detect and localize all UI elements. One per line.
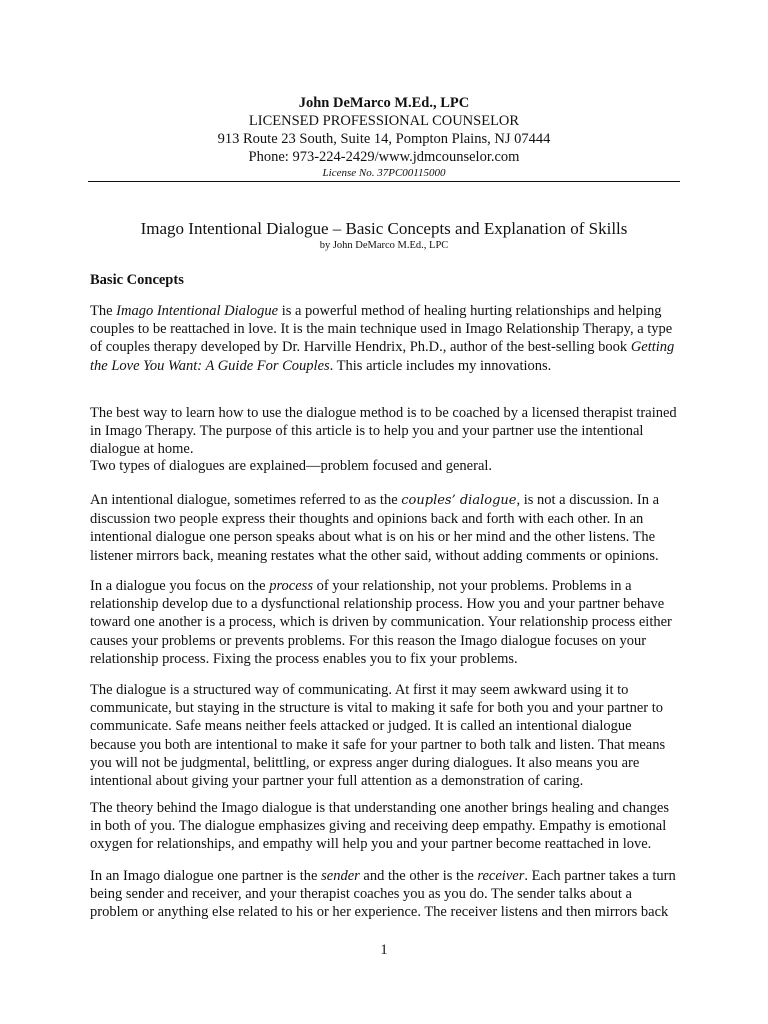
paragraph-3 xyxy=(90,457,680,475)
license-number: License No. 37PC00115000 xyxy=(322,167,446,179)
paragraph-4 xyxy=(90,491,680,565)
paragraph-line: being sender and receiver, and your therapist coaches you as you do. The sender talks about a xyxy=(90,886,632,903)
italic-term: receiver xyxy=(477,868,525,884)
paragraph-line: listener mirrors back, meaning restates what the other said, without adding comments or opinions. xyxy=(90,547,659,564)
paragraph-line: the Love You Want: A Guide For Couples. This article includes my innovations. xyxy=(90,357,552,374)
contact-info: Phone: 973-224-2429/www.jdmcounselor.com xyxy=(248,149,520,165)
paragraph-line: In a dialogue you focus on the process of your relationship, not your problems. Problems in a xyxy=(90,578,632,594)
paragraph-line: couples to be reattached in love. It is the main technique used in Imago Relationship Therapy, a type xyxy=(90,321,673,338)
article-title: Imago Intentional Dialogue – Basic Concepts and Explanation of Skills xyxy=(140,219,628,238)
paragraph-line: The dialogue is a structured way of communicating. At first it may seem awkward using it to xyxy=(90,682,629,698)
paragraph-line: toward one another is a process, which is driven by communication. Your relationship process either xyxy=(90,614,672,631)
book-title: the Love You Want: A Guide For Couples xyxy=(90,357,330,374)
paragraph-line: in Imago Therapy. The purpose of this article is to help you and your partner use the intentional xyxy=(90,423,644,440)
paragraph-line: causes your problems or prevents problems. For this reason the Imago dialogue focuses on your xyxy=(90,632,647,649)
paragraph-8 xyxy=(90,867,680,922)
paragraph-line: Two types of dialogues are explained—problem focused and general. xyxy=(90,458,493,474)
paragraph-line: The theory behind the Imago dialogue is that understanding one another brings healing and changes xyxy=(90,800,670,816)
office-address: 913 Route 23 South, Suite 14, Pompton Plains, NJ 07444 xyxy=(217,131,551,147)
book-title: Getting xyxy=(630,339,675,356)
header-divider xyxy=(88,181,680,182)
paragraph-line: The best way to learn how to use the dialogue method is to be coached by a licensed therapist trained xyxy=(90,405,677,421)
paragraph-line: discussion two people express their thoughts and opinions back and forth with each other. In an xyxy=(90,511,644,528)
paragraph-1 xyxy=(90,302,680,375)
paragraph-line: of couples therapy developed by Dr. Harville Hendrix, Ph.D., author of the best-selling book Getting xyxy=(90,339,675,356)
paragraph-7 xyxy=(90,799,680,854)
paragraph-line: in both of you. The dialogue emphasizes giving and receiving deep empathy. Empathy is emotional xyxy=(90,818,667,835)
paragraph-5 xyxy=(90,577,680,668)
paragraph-line: you will not be judgmental, belittling, or express anger during dialogues. It also means you are xyxy=(90,754,640,771)
page-number: 1 xyxy=(380,942,388,958)
paragraph-line: The Imago Intentional Dialogue is a powerful method of healing hurting relationships and helping xyxy=(90,303,662,319)
paragraph-line: intentional dialogue one person speaks about what is on his or her mind and the other listens. The xyxy=(90,529,656,546)
section-heading: Basic Concepts xyxy=(90,272,184,288)
italic-term: Imago Intentional Dialogue xyxy=(116,303,279,319)
paragraph-6 xyxy=(90,681,680,790)
italic-term: sender xyxy=(321,868,360,884)
counselor-name: John DeMarco M.Ed., LPC xyxy=(298,95,470,111)
italic-term: process xyxy=(269,578,313,594)
paragraph-line: relationship develop due to a dysfunctional relationship process. How you and your partner behave xyxy=(90,596,665,613)
paragraph-line: communicate. Safe means neither feels attacked or judged. It is called an intentional dialogue xyxy=(90,718,632,735)
paragraph-line: relationship process. Fixing the process enables you to fix your problems. xyxy=(90,650,518,667)
article-byline: by John DeMarco M.Ed., LPC xyxy=(319,240,449,251)
letterhead xyxy=(88,94,680,181)
counselor-role: LICENSED PROFESSIONAL COUNSELOR xyxy=(248,113,520,129)
paragraph-line: oxygen for relationships, and empathy will help you and your partner become reattached in love. xyxy=(90,836,652,853)
paragraph-line: In an Imago dialogue one partner is the sender and the other is the receiver. Each partner takes a turn xyxy=(90,868,676,884)
paragraph-line: An intentional dialogue, sometimes referred to as the couples’ dialogue, is not a discussion. In a xyxy=(90,492,660,508)
paragraph-2 xyxy=(90,404,680,459)
paragraph-line: communicate, but staying in the structure is vital to making it safe for both you and your partner to xyxy=(90,700,664,717)
paragraph-line: intentional about giving your partner your full attention as a demonstration of caring. xyxy=(90,773,584,790)
paragraph-line: problem or anything else related to his or her experience. The receiver listens and then mirrors back xyxy=(90,904,669,921)
paragraph-line: dialogue at home. xyxy=(90,441,194,458)
paragraph-line: because you both are intentional to make it safe for your partner to both talk and listen. That means xyxy=(90,736,666,753)
italic-term: couples’ dialogue xyxy=(401,493,517,508)
